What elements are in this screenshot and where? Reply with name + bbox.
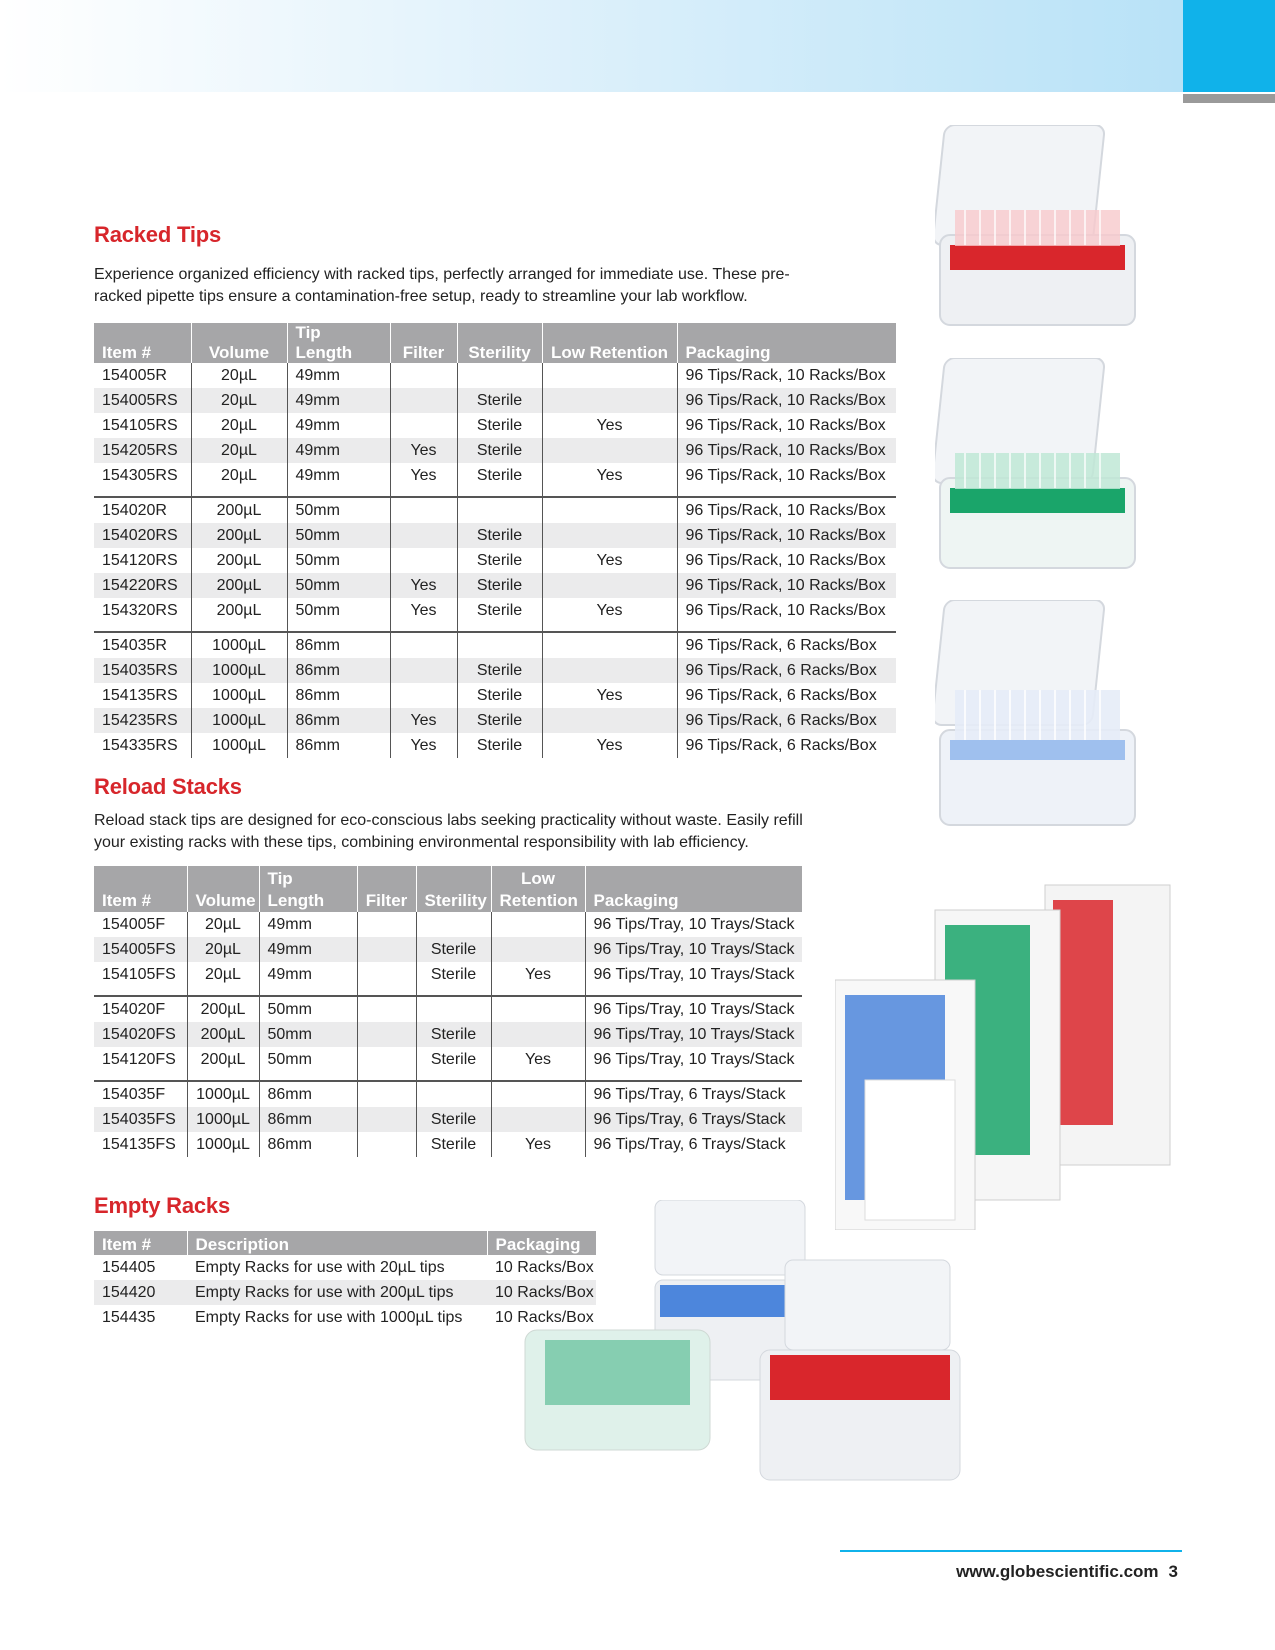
spacer-cell (677, 623, 896, 632)
table-row (94, 937, 802, 962)
blue-racked-tips-image (935, 600, 1150, 830)
table-cell: 86mm (259, 1107, 357, 1132)
spacer-cell (491, 987, 585, 996)
racked-tips-table (94, 323, 896, 758)
table-cell: 200µL (191, 548, 287, 573)
table-cell: 96 Tips/Rack, 6 Racks/Box (677, 658, 896, 683)
table-cell: Yes (390, 733, 457, 758)
table-cell: Sterile (416, 1022, 491, 1047)
table-row (94, 1107, 802, 1132)
table-row (94, 463, 896, 488)
table-row (94, 962, 802, 987)
spacer-cell (191, 488, 287, 497)
table-cell: 1000µL (187, 1081, 259, 1107)
table-cell: 20µL (187, 937, 259, 962)
group-spacer (94, 987, 802, 996)
table-cell (390, 363, 457, 388)
spacer-cell (357, 1072, 416, 1081)
table-cell: 96 Tips/Tray, 10 Trays/Stack (585, 996, 802, 1022)
table-row (94, 438, 896, 463)
table-cell (542, 438, 677, 463)
table-cell: 50mm (287, 598, 390, 623)
table-row (94, 548, 896, 573)
spacer-cell (390, 623, 457, 632)
table-cell: 1000µL (191, 708, 287, 733)
group-spacer (94, 623, 896, 632)
spacer-cell (457, 623, 542, 632)
table-cell: 154020RS (94, 523, 191, 548)
table-header-cell: Volume (191, 323, 287, 363)
table-header-cell: Low Retention (542, 323, 677, 363)
table-cell (542, 363, 677, 388)
table-cell: 10 Racks/Box (495, 1258, 594, 1276)
table-cell (491, 1022, 585, 1047)
table-cell (542, 388, 677, 413)
table-cell: 49mm (259, 962, 357, 987)
table-cell: 96 Tips/Tray, 10 Trays/Stack (585, 962, 802, 987)
table-cell: Sterile (457, 463, 542, 488)
table-cell: 154105FS (102, 965, 176, 983)
table-cell: 96 Tips/Tray, 6 Trays/Stack (585, 1132, 802, 1157)
table-cell: 154020F (94, 996, 187, 1022)
table-cell: Empty Racks for use with 200µL tips (187, 1280, 487, 1305)
table-cell: 86mm (287, 708, 390, 733)
table-cell: 154305RS (102, 466, 178, 484)
table-cell: 154335RS (102, 736, 178, 754)
table-cell: 154005RS (94, 388, 191, 413)
table-cell: 154005R (102, 366, 167, 384)
table-cell: 86mm (259, 1132, 357, 1157)
table-row (94, 523, 896, 548)
table-cell: 20µL (191, 413, 287, 438)
table-cell: 96 Tips/Tray, 10 Trays/Stack (585, 1022, 802, 1047)
table-cell: 20µL (187, 962, 259, 987)
group-spacer (94, 488, 896, 497)
table-cell: 49mm (259, 912, 357, 937)
table-cell: Yes (390, 463, 457, 488)
table-cell: 96 Tips/Rack, 10 Racks/Box (677, 523, 896, 548)
table-cell: Sterile (457, 598, 542, 623)
table-cell: 200µL (191, 497, 287, 523)
table-cell: 154005FS (94, 937, 187, 962)
table-row (94, 1022, 802, 1047)
table-cell: Sterile (457, 708, 542, 733)
group-spacer (94, 1072, 802, 1081)
spacer-cell (542, 488, 677, 497)
table-cell: 200µL (187, 996, 259, 1022)
table-cell: 50mm (259, 996, 357, 1022)
table-cell (416, 1081, 491, 1107)
table-cell: 10 Racks/Box (495, 1308, 594, 1326)
table-cell: 96 Tips/Rack, 10 Racks/Box (677, 413, 896, 438)
table-cell: Sterile (416, 1107, 491, 1132)
table-row (94, 573, 896, 598)
table-cell: 200µL (191, 523, 287, 548)
footer (956, 1562, 1178, 1582)
table-cell: 154035RS (94, 658, 191, 683)
table-cell: 50mm (259, 1047, 357, 1072)
table-cell: 86mm (287, 632, 390, 658)
spacer-cell (585, 1072, 802, 1081)
table-cell: Yes (390, 598, 457, 623)
table-cell (357, 1081, 416, 1107)
table-row (94, 912, 802, 937)
table-cell (390, 632, 457, 658)
table-cell: Sterile (457, 548, 542, 573)
table-cell: Yes (542, 463, 677, 488)
reload-stacks-title: Reload Stacks (94, 774, 242, 799)
table-header-cell: Packaging (487, 1231, 596, 1255)
table-cell: 154220RS (94, 573, 191, 598)
table-cell: Yes (390, 708, 457, 733)
table-row (94, 632, 896, 658)
table-header-cell: Sterility (416, 866, 491, 912)
table-cell: 86mm (259, 1081, 357, 1107)
table-header-cell: Tip Length (287, 323, 390, 363)
page-number: 3 (1168, 1562, 1178, 1581)
table-cell: 1000µL (191, 733, 287, 758)
table-cell (357, 1132, 416, 1157)
table-cell: Sterile (416, 962, 491, 987)
table-cell: 49mm (287, 363, 390, 388)
table-cell: Sterile (416, 937, 491, 962)
table-cell: 49mm (287, 438, 390, 463)
table-row (94, 996, 802, 1022)
table-cell (357, 937, 416, 962)
table-cell (542, 708, 677, 733)
table-cell: Yes (491, 1132, 585, 1157)
header-accent-line (1183, 94, 1275, 103)
header-accent-block (1183, 0, 1275, 92)
table-cell: Sterile (416, 1047, 491, 1072)
spacer-cell (259, 1072, 357, 1081)
table-cell: Yes (390, 438, 457, 463)
table-cell: 96 Tips/Tray, 10 Trays/Stack (585, 912, 802, 937)
table-cell: 154420 (94, 1280, 187, 1305)
table-cell: 96 Tips/Rack, 10 Racks/Box (677, 548, 896, 573)
table-cell: 50mm (259, 1022, 357, 1047)
table-cell (357, 1047, 416, 1072)
table-cell: 154135RS (102, 686, 178, 704)
table-cell (491, 996, 585, 1022)
table-cell (457, 363, 542, 388)
green-racked-tips-image (935, 358, 1150, 573)
header-gradient-bar (0, 0, 1183, 92)
table-cell: 154120FS (102, 1050, 176, 1068)
table-header-cell: Volume (187, 866, 259, 912)
table-cell: 96 Tips/Tray, 10 Trays/Stack (585, 937, 802, 962)
spacer-cell (259, 987, 357, 996)
table-cell: Empty Racks for use with 20µL tips (195, 1258, 445, 1276)
spacer-cell (357, 987, 416, 996)
spacer-cell (187, 987, 259, 996)
reload-stacks-table (94, 866, 802, 1157)
table-row (94, 413, 896, 438)
spacer-cell (585, 987, 802, 996)
table-cell: 1000µL (187, 1132, 259, 1157)
empty-racks-image (520, 1200, 970, 1500)
table-row (94, 708, 896, 733)
spacer-cell (457, 488, 542, 497)
spacer-cell (416, 987, 491, 996)
table-header-cell: Filter (357, 866, 416, 912)
table-cell (357, 962, 416, 987)
table-cell (491, 937, 585, 962)
table-cell: 96 Tips/Rack, 10 Racks/Box (677, 598, 896, 623)
table-cell: 154035R (94, 632, 191, 658)
footer-divider (840, 1550, 1182, 1552)
table-cell: 96 Tips/Rack, 10 Racks/Box (677, 438, 896, 463)
table-cell: 154320RS (102, 601, 178, 619)
table-cell: 20µL (191, 388, 287, 413)
table-cell (416, 996, 491, 1022)
table-cell: Sterile (457, 523, 542, 548)
table-cell: 96 Tips/Tray, 10 Trays/Stack (585, 1047, 802, 1072)
table-cell (390, 548, 457, 573)
table-cell: Yes (542, 683, 677, 708)
table-cell: Sterile (457, 388, 542, 413)
table-row (94, 733, 896, 758)
table-cell: Yes (491, 1047, 585, 1072)
table-header-cell: Sterility (457, 323, 542, 363)
table-header-cell: Item # (94, 1231, 187, 1255)
table-cell (390, 413, 457, 438)
table-cell (390, 388, 457, 413)
table-cell: 20µL (187, 912, 259, 937)
table-cell (491, 1107, 585, 1132)
spacer-cell (542, 623, 677, 632)
table-cell: 154105RS (102, 416, 178, 434)
table-row (94, 388, 896, 413)
table-cell: 10 Racks/Box (487, 1280, 596, 1305)
table-cell: 200µL (191, 598, 287, 623)
table-cell: Yes (542, 548, 677, 573)
table-cell (542, 658, 677, 683)
empty-racks-title: Empty Racks (94, 1193, 230, 1218)
table-cell (390, 683, 457, 708)
table-cell: 154020FS (94, 1022, 187, 1047)
footer-website[interactable]: www.globescientific.com (956, 1562, 1159, 1581)
table-cell: 86mm (287, 683, 390, 708)
table-header-cell: Item # (94, 323, 191, 363)
table-cell: 1000µL (191, 632, 287, 658)
table-cell: 96 Tips/Rack, 10 Racks/Box (677, 573, 896, 598)
table-cell: 96 Tips/Tray, 6 Trays/Stack (585, 1107, 802, 1132)
racked-tips-description: Experience organized efficiency with racked tips, perfectly arranged for immediate use. These pre-racked pipette tips ensure a contamination-free setup, ready to streamline your lab workflow. (94, 266, 790, 305)
table-cell: 154435 (102, 1308, 156, 1326)
table-cell: Sterile (457, 573, 542, 598)
table-cell (357, 1107, 416, 1132)
table-cell: 154020R (94, 497, 191, 523)
table-cell: 50mm (287, 497, 390, 523)
spacer-cell (94, 623, 191, 632)
spacer-cell (390, 488, 457, 497)
table-row (94, 1081, 802, 1107)
table-cell: 86mm (287, 658, 390, 683)
table-row (94, 598, 896, 623)
spacer-cell (416, 1072, 491, 1081)
spacer-cell (187, 1072, 259, 1081)
table-cell: 154405 (102, 1258, 156, 1276)
table-cell: Yes (491, 962, 585, 987)
table-cell (357, 1022, 416, 1047)
spacer-cell (94, 1072, 187, 1081)
table-cell: 49mm (287, 388, 390, 413)
table-row (94, 363, 896, 388)
table-cell: Sterile (457, 413, 542, 438)
table-cell: Sterile (457, 658, 542, 683)
table-cell: 96 Tips/Rack, 6 Racks/Box (677, 683, 896, 708)
spacer-cell (491, 1072, 585, 1081)
table-cell: 96 Tips/Rack, 10 Racks/Box (677, 463, 896, 488)
table-header-row (94, 866, 802, 912)
table-header-cell: Tip Length (259, 866, 357, 912)
table-header-cell: Description (187, 1231, 487, 1255)
table-cell: 1000µL (187, 1107, 259, 1132)
spacer-cell (677, 488, 896, 497)
spacer-cell (287, 623, 390, 632)
red-racked-tips-image (935, 125, 1150, 330)
table-cell: 200µL (191, 573, 287, 598)
table-cell: 200µL (187, 1022, 259, 1047)
table-cell: Yes (542, 598, 677, 623)
table-cell: 49mm (287, 413, 390, 438)
table-header-cell: Filter (390, 323, 457, 363)
table-row (94, 1047, 802, 1072)
table-cell: 50mm (287, 548, 390, 573)
reload-stacks-description: Reload stack tips are designed for eco-conscious labs seeking practicality without waste. Easily refill your existing racks with these tips, combining environmental responsibility with lab efficiency. (94, 812, 803, 851)
table-cell: 1000µL (191, 658, 287, 683)
table-cell: Sterile (457, 438, 542, 463)
table-cell: Sterile (457, 683, 542, 708)
table-cell: 96 Tips/Rack, 10 Racks/Box (677, 497, 896, 523)
table-cell (491, 1081, 585, 1107)
table-row (94, 1132, 802, 1157)
spacer-cell (94, 488, 191, 497)
table-cell: Empty Racks for use with 1000µL tips (195, 1308, 463, 1326)
table-cell: 20µL (191, 363, 287, 388)
table-row (94, 683, 896, 708)
table-header-cell: Packaging (677, 323, 896, 363)
spacer-cell (191, 623, 287, 632)
table-cell: 154235RS (94, 708, 191, 733)
table-cell (357, 996, 416, 1022)
table-cell (390, 658, 457, 683)
table-cell: 154135FS (102, 1135, 176, 1153)
table-cell: 50mm (287, 523, 390, 548)
table-cell: 20µL (191, 438, 287, 463)
table-cell (457, 632, 542, 658)
table-cell: 86mm (287, 733, 390, 758)
table-cell: 154120RS (102, 551, 178, 569)
table-cell (491, 912, 585, 937)
table-cell: 1000µL (191, 683, 287, 708)
table-cell: 96 Tips/Rack, 6 Racks/Box (677, 708, 896, 733)
table-cell: 49mm (287, 463, 390, 488)
table-header-cell: Item # (94, 866, 187, 912)
table-cell: 96 Tips/Rack, 6 Racks/Box (677, 632, 896, 658)
table-cell (390, 523, 457, 548)
table-cell: Yes (542, 733, 677, 758)
table-header-row (94, 323, 896, 363)
table-cell (416, 912, 491, 937)
table-header-cell: Low Retention (491, 866, 585, 912)
table-row (94, 658, 896, 683)
table-cell: 154005F (102, 915, 166, 933)
racked-tips-title: Racked Tips (94, 222, 222, 247)
table-cell: 200µL (187, 1047, 259, 1072)
table-cell: 154035FS (94, 1107, 187, 1132)
table-cell: 50mm (287, 573, 390, 598)
table-cell: 96 Tips/Tray, 6 Trays/Stack (585, 1081, 802, 1107)
table-cell: Sterile (416, 1132, 491, 1157)
table-cell (542, 573, 677, 598)
spacer-cell (94, 987, 187, 996)
table-row (94, 497, 896, 523)
table-cell: 154035F (94, 1081, 187, 1107)
table-cell: 20µL (191, 463, 287, 488)
table-cell: 96 Tips/Rack, 10 Racks/Box (677, 363, 896, 388)
table-cell: Sterile (457, 733, 542, 758)
table-cell (542, 632, 677, 658)
table-header-cell: Packaging (585, 866, 802, 912)
reload-stacks-image (835, 880, 1180, 1230)
table-cell (357, 912, 416, 937)
table-cell: 49mm (259, 937, 357, 962)
table-cell: 154205RS (94, 438, 191, 463)
table-cell (390, 497, 457, 523)
table-cell: Yes (542, 413, 677, 438)
table-cell: 96 Tips/Rack, 10 Racks/Box (677, 388, 896, 413)
table-cell: Yes (390, 573, 457, 598)
spacer-cell (287, 488, 390, 497)
table-cell (542, 497, 677, 523)
table-cell: 96 Tips/Rack, 6 Racks/Box (677, 733, 896, 758)
table-cell (457, 497, 542, 523)
table-cell (542, 523, 677, 548)
